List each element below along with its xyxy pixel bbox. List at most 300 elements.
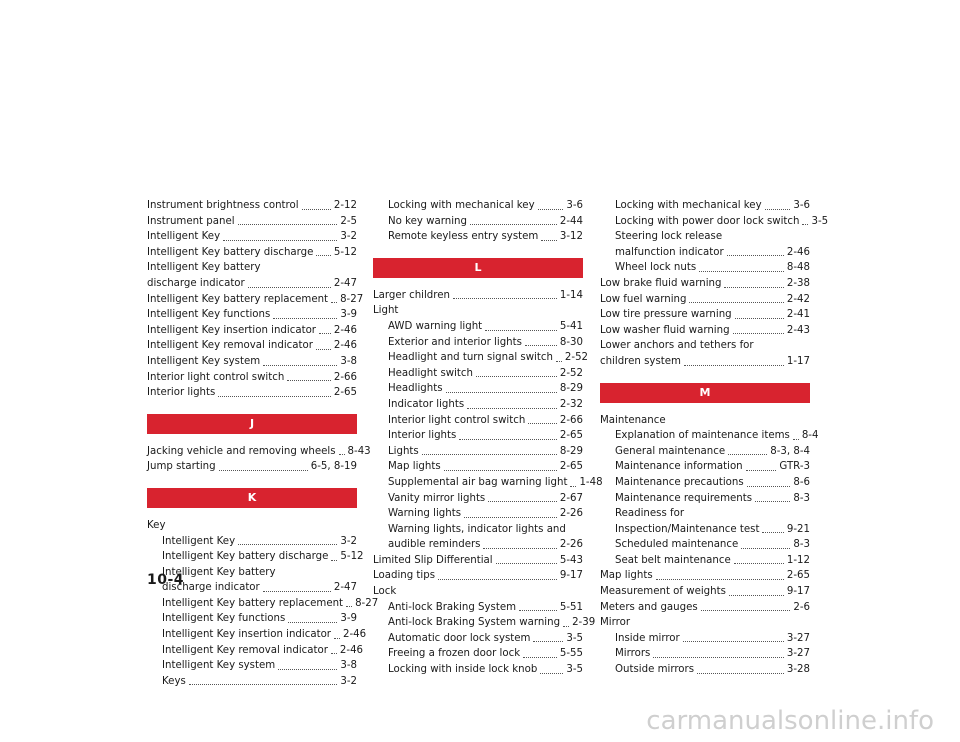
dot-leader [483,548,556,549]
entry-page: 2-65 [786,570,810,582]
dot-leader [278,669,337,670]
dot-leader [541,240,557,241]
section-header-l: L [373,258,583,278]
entry-page: 8-43 [347,445,371,457]
dot-leader [519,610,557,611]
entry-title: Intelligent Key system [162,660,276,672]
entry-group [600,568,810,615]
dot-leader [316,349,331,350]
index-entry [600,662,810,678]
entry-title: Interior lights [388,430,457,442]
index-entry [600,444,810,460]
watermark: carmanualsonline.info [646,706,934,736]
dot-leader [684,365,784,366]
entry-page: 2-52 [559,367,583,379]
dot-leader [701,610,791,611]
entry-page: 3-27 [786,632,810,644]
entry-page: 3-9 [340,613,357,625]
index-entry [147,214,357,230]
entry-title: Anti-lock Braking System [388,601,517,613]
entry-page: 5-51 [559,601,583,613]
entry-page: 2-46 [786,246,810,258]
page-number: 10-4 [147,572,185,588]
index-entry [373,413,583,429]
entry-title: Headlight and turn signal switch [388,352,553,364]
entry-title: Vanity mirror lights [388,492,486,504]
entry-page: 1-12 [786,554,810,566]
entry-title: Instrument panel [147,215,235,227]
index-entry [147,444,371,460]
index-entry [373,615,596,631]
entry-page: 3-6 [566,200,583,211]
dot-leader [540,673,563,674]
entry-page: 2-65 [559,461,583,473]
index-entry [600,631,810,647]
entry-title: Intelligent Key battery replacement [162,597,344,609]
index-entry [600,459,810,475]
index-entry [600,584,810,600]
entry-title: General maintenance [615,445,726,457]
dot-leader [339,454,345,455]
entry-title: Map lights [600,570,653,582]
index-entry [600,428,819,444]
entry-title: Supplemental air bag warning light [388,476,568,488]
index-entry [147,549,364,565]
entry-title: AWD warning light [388,320,483,332]
index-entry [600,245,810,261]
entry-page: 2-47 [333,582,357,594]
dot-leader [467,408,557,409]
dot-leader [728,454,767,455]
entry-page: 2-65 [559,430,583,442]
entry-title: Intelligent Key removal indicator [162,644,328,656]
index-entry [147,370,357,386]
entry-title: Jacking vehicle and removing wheels [147,445,336,457]
entry-page: 3-28 [786,664,810,676]
entry-title: Intelligent Key battery discharge [147,246,314,258]
dot-leader [528,423,557,424]
entry-page: 2-66 [333,371,357,383]
index-entry [373,491,583,507]
dot-leader [733,333,784,334]
entry-page: 9-17 [559,570,583,582]
entry-page: 8-3 [793,539,810,551]
index-entry [600,307,810,323]
entry-page: 3-8 [340,660,357,672]
index-entry [373,229,583,245]
entry-page: 2-47 [333,277,357,289]
entry-title: discharge indicator [162,582,260,594]
entry-title: Interior light control switch [147,371,285,383]
entry-page: 8-27 [340,293,364,305]
entry-group [373,553,583,584]
index-entry [147,229,357,245]
dot-leader [735,318,784,319]
index-entry [600,491,810,507]
index-entry [373,428,583,444]
entry-page: 1-17 [786,355,810,367]
entry-page: 5-41 [559,320,583,332]
dot-leader [346,606,352,607]
dot-leader [523,657,557,658]
entry-page: 3-6 [793,200,810,211]
index-entry [373,444,583,460]
entry-title: Exterior and interior lights [388,336,522,348]
entry-page: 2-46 [333,340,357,352]
entry-page: 2-67 [559,492,583,504]
entry-page: 3-2 [340,675,357,687]
dot-leader [570,486,576,487]
entry-title: Loading tips [373,570,436,582]
entry-title: Explanation of maintenance items [615,430,790,442]
dot-leader [287,380,331,381]
index-entry [147,276,357,292]
entry-page: 5-12 [333,246,357,258]
entry-page: 2-44 [559,215,583,227]
dot-leader [656,579,784,580]
entry-title: No key warning [388,215,467,227]
entry-title: Inspection/Maintenance test [615,523,760,535]
entry-title: Indicator lights [388,398,465,410]
dot-leader [727,255,784,256]
entry-page: 2-6 [793,601,810,613]
index-entry [373,553,583,569]
dot-leader [316,255,330,256]
entry-title: Intelligent Key functions [147,309,271,321]
entry-page: 3-2 [340,231,357,243]
entry-page: 5-12 [340,551,364,563]
entry-page: 3-2 [340,535,357,547]
dot-leader [319,333,331,334]
entry-page: 2-12 [333,200,357,211]
entry-page: 8-4 [801,430,819,442]
entry-page: 2-65 [333,387,357,399]
index-entry [147,459,357,475]
dot-leader [189,684,338,685]
entry-page: 2-66 [559,414,583,426]
index-entry [373,397,583,413]
index-entry [147,627,367,643]
entry-page: 2-52 [564,352,589,364]
index-entry [373,506,583,522]
entry-group [600,354,810,370]
entry-page: 2-46 [339,644,364,656]
entry-title: Maintenance requirements [615,492,753,504]
entry-title: Locking with power door lock switch [615,215,800,227]
entry-title: Map lights [388,461,441,473]
dot-leader [741,548,790,549]
entry-title: Intelligent Key insertion indicator [162,629,331,641]
index-entry [600,260,810,276]
entry-title: Headlight switch [388,367,473,379]
dot-leader [223,240,337,241]
dot-leader [288,622,337,623]
index-entry: Readiness for [615,508,685,520]
entry-title: Intelligent Key battery discharge [162,551,329,563]
dot-leader [334,638,340,639]
entry-title: Intelligent Key removal indicator [147,340,313,352]
index-entry [600,600,810,616]
entry-group [600,522,810,569]
index-entry [600,354,810,370]
dot-leader [765,209,791,210]
entry-title: children system [600,355,681,367]
dot-leader [563,626,569,627]
entry-title: Intelligent Key [162,535,236,547]
dot-leader [488,501,557,502]
entry-title: Jump starting [147,461,216,473]
dot-leader [444,470,557,471]
index-entry [600,568,810,584]
index-entry [373,459,583,475]
index-entry [147,674,357,690]
entry-title: Low fuel warning [600,293,687,305]
index-entry [147,198,357,214]
index-entry [147,611,357,627]
entry-page: 8-29 [559,445,583,457]
entry-page: 9-21 [786,523,810,535]
entry-title: Keys [162,675,186,687]
entry-page: 2-39 [572,617,596,629]
entry-title: Intelligent Key functions [162,613,286,625]
index-entry [373,319,583,335]
entry-title: Maintenance information [615,461,743,473]
entry-title: Locking with mechanical key [615,200,762,211]
dot-leader [689,302,783,303]
entry-title: malfunction indicator [615,246,724,258]
section-header-j: J [147,414,357,434]
index-entry [600,214,829,230]
entry-group [373,319,603,522]
index-entry [373,350,589,366]
entry-title: Interior lights [147,387,216,399]
dot-leader [476,376,557,377]
dot-leader [525,345,557,346]
index-entry [600,198,810,214]
index-column-3 [600,198,829,678]
index-entry [147,658,357,674]
entry-page: 2-26 [559,539,583,551]
dot-leader [734,563,784,564]
dot-leader [331,653,337,654]
index-entry: Intelligent Key battery [147,262,261,274]
dot-leader [793,439,799,440]
index-entry: Lower anchors and tethers for [600,340,754,352]
entry-title: Locking with inside lock knob [388,664,538,676]
dot-leader [762,532,783,533]
index-entry [147,385,357,401]
dot-leader [464,517,557,518]
index-entry [600,537,810,553]
dot-leader [699,271,784,272]
entry-page: 3-5 [811,215,829,227]
dot-leader [747,486,791,487]
entry-page: 8-29 [559,383,583,395]
entry-page: 2-43 [786,324,810,336]
index-entry [373,662,583,678]
entry-group [373,288,583,304]
entry-group [147,276,364,401]
entry-page: 6-5, 8-19 [310,461,357,473]
entry-group [600,245,810,276]
dot-leader [802,224,808,225]
entry-page: 8-27 [355,597,379,609]
index-entry [147,354,357,370]
entry-page: 1-14 [559,289,583,301]
entry-title: Seat belt maintenance [615,554,731,566]
dot-leader [556,361,562,362]
entry-title: Intelligent Key insertion indicator [147,324,316,336]
index-entry [147,323,357,339]
index-heading: Maintenance [600,414,666,426]
entry-group [373,537,583,553]
index-entry: Steering lock release [615,231,723,243]
dot-leader [459,439,557,440]
entry-title: Intelligent Key battery replacement [147,293,329,305]
entry-title: audible reminders [388,539,481,551]
entry-title: Outside mirrors [615,664,695,676]
entry-page: 2-42 [786,293,810,305]
dot-leader [533,641,563,642]
index-column-1 [147,198,379,689]
dot-leader [485,330,557,331]
section-header-k: K [147,488,357,508]
index-entry [373,335,583,351]
entry-title: Maintenance precautions [615,476,744,488]
entry-title: Limited Slip Differential [373,554,493,566]
entry-page: 3-27 [786,648,810,660]
dot-leader [538,209,564,210]
dot-leader [446,392,557,393]
dot-leader [422,454,557,455]
entry-title: Larger children [373,289,450,301]
entry-title: Mirrors [615,648,651,660]
dot-leader [248,287,331,288]
entry-title: Measurement of weights [600,586,726,598]
dot-leader [238,224,338,225]
dot-leader [438,579,557,580]
entry-title: Intelligent Key [147,231,221,243]
index-entry [147,643,364,659]
index-entry [600,276,810,292]
entry-title: Headlights [388,383,443,395]
index-entry [373,288,583,304]
entry-title: Remote keyless entry system [388,231,539,243]
entry-page: 2-26 [559,508,583,520]
index-entry [373,381,583,397]
entry-page: 3-5 [566,632,583,644]
index-entry [373,366,583,382]
entry-group [147,580,379,689]
index-entry [373,198,583,214]
dot-leader [729,595,784,596]
index-entry [600,323,810,339]
section-header-m: M [600,383,810,403]
entry-page: 8-48 [786,262,810,274]
entry-group [147,198,357,260]
index-entry [373,475,603,491]
entry-page: 5-55 [559,648,583,660]
dot-leader [496,563,557,564]
entry-page: 5-43 [559,554,583,566]
dot-leader [453,298,557,299]
entry-title: Warning lights [388,508,462,520]
entry-title: Low brake fluid warning [600,277,722,289]
entry-title: Intelligent Key system [147,355,261,367]
index-heading: Lock [373,586,397,598]
dot-leader [238,544,337,545]
dot-leader [219,470,308,471]
entry-page: 8-30 [559,336,583,348]
entry-title: Inside mirror [615,632,680,644]
entry-page: 3-12 [559,231,583,243]
index-entry [600,522,810,538]
entry-title: Wheel lock nuts [615,262,697,274]
index-entry: Warning lights, indicator lights and [388,523,566,535]
dot-leader [724,287,783,288]
entry-page: 2-46 [333,324,357,336]
entry-title: Lights [388,445,419,457]
entry-page: GTR-3 [779,461,810,473]
dot-leader [746,470,777,471]
dot-leader [755,501,790,502]
entry-title: Anti-lock Braking System warning [388,617,561,629]
index-entry [373,214,583,230]
entry-group [373,600,596,678]
dot-leader [331,302,337,303]
entry-page: 8-6 [793,476,810,488]
index-entry [600,553,810,569]
entry-group [600,631,810,678]
index-entry [373,568,583,584]
dot-leader [273,318,337,319]
dot-leader [302,209,331,210]
entry-page: 3-8 [340,355,357,367]
index-entry [600,646,810,662]
entry-title: Interior light control switch [388,414,526,426]
index-entry [373,646,583,662]
dot-leader [470,224,557,225]
index-entry [147,292,364,308]
index-entry [147,596,379,612]
entry-title: Meters and gauges [600,601,698,613]
index-entry [373,631,583,647]
index-heading: Mirror [600,617,631,629]
dot-leader [263,591,331,592]
dot-leader [263,365,337,366]
dot-leader [331,560,337,561]
index-entry [600,475,810,491]
entry-page: 2-41 [786,309,810,321]
entry-page: 3-9 [340,309,357,321]
entry-title: discharge indicator [147,277,245,289]
index-column-2 [373,198,603,678]
index-entry: Intelligent Key battery [162,566,276,578]
entry-page: 1-48 [579,476,603,488]
entry-page: 8-3 [793,492,810,504]
entry-title: Low washer fluid warning [600,324,730,336]
entry-title: Scheduled maintenance [615,539,739,551]
entry-title: Instrument brightness control [147,200,299,211]
index-entry [147,534,357,550]
entry-page: 3-5 [566,664,583,676]
index-heading: Light [373,305,399,317]
dot-leader [697,673,784,674]
entry-page: 2-46 [343,629,367,641]
index-heading: Key [147,519,166,531]
entry-group [600,428,819,506]
entry-page: 2-5 [340,215,357,227]
